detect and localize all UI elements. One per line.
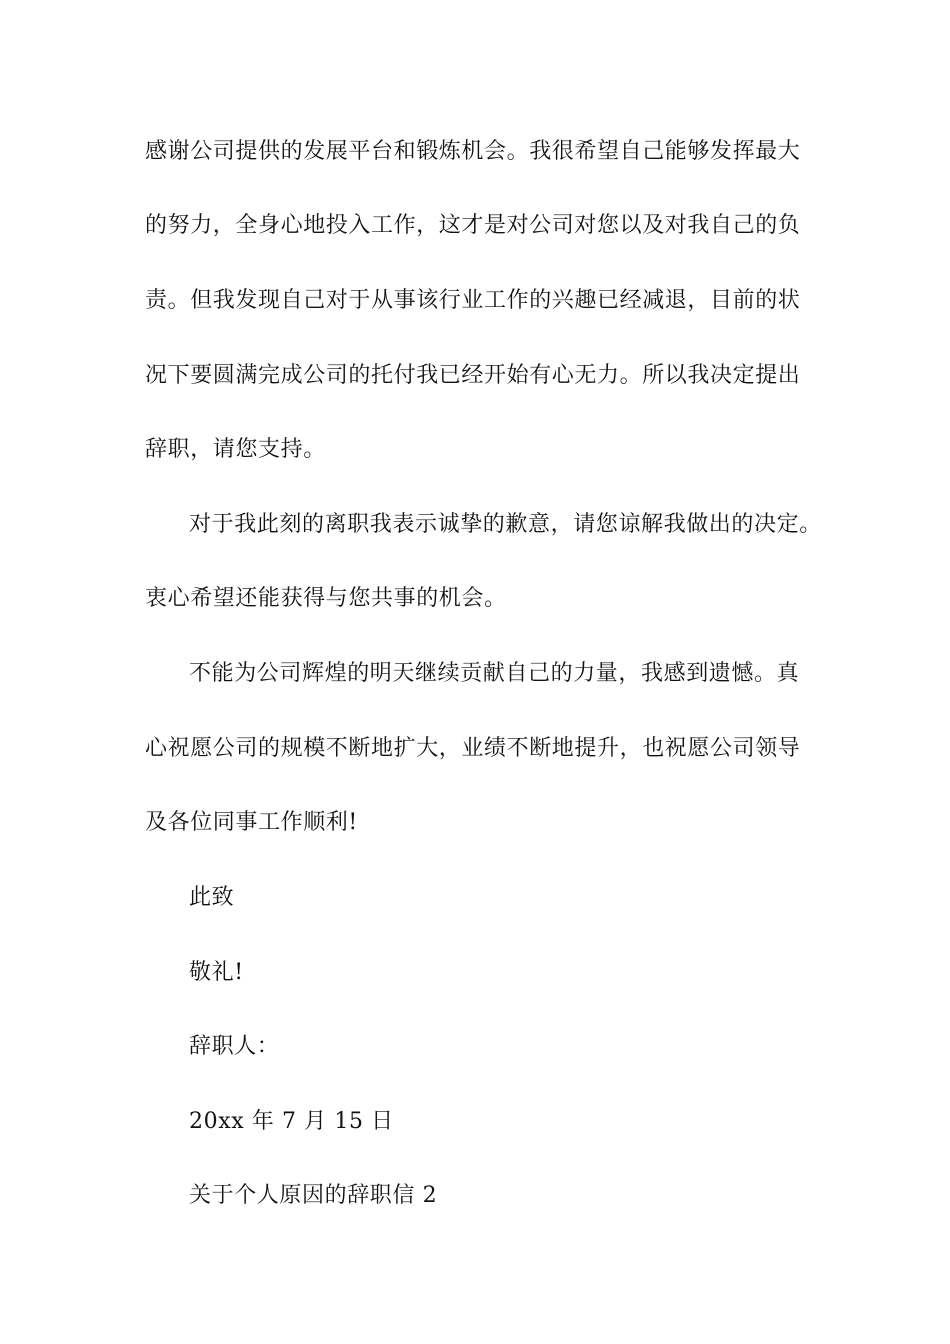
paragraph-2-line-1: 对于我此刻的离职我表示诚挚的歉意，请您谅解我做出的决定。 [189,512,822,537]
paragraph-3-line-3: 及各位同事工作顺利! [145,810,358,835]
paragraph-1-line-2: 的努力，全身心地投入工作，这才是对公司对您以及对我自己的负 [145,213,801,238]
paragraph-1-line-4: 况下要圆满完成公司的托付我已经开始有心无力。所以我决定提出 [145,363,801,388]
paragraph-1-line-1: 感谢公司提供的发展平台和锻炼机会。我很希望自己能够发挥最大 [145,139,801,164]
next-section-title: 关于个人原因的辞职信 2 [189,1183,438,1208]
signature-label: 辞职人： [189,1034,280,1059]
paragraph-1-line-5: 辞职，请您支持。 [145,437,326,462]
closing-cizhi: 此致 [189,885,235,910]
closing-jingli: 敬礼! [189,960,244,985]
paragraph-1-line-3: 责。但我发现自己对于从事该行业工作的兴趣已经减退，目前的状 [145,288,801,313]
paragraph-3-line-1: 不能为公司辉煌的明天继续贡献自己的力量，我感到遗憾。真 [189,661,800,686]
paragraph-2-line-2: 衷心希望还能获得与您共事的机会。 [145,586,507,611]
letter-date: 20xx 年 7 月 15 日 [189,1109,394,1134]
paragraph-3-line-2: 心祝愿公司的规模不断地扩大，业绩不断地提升，也祝愿公司领导 [145,736,801,761]
